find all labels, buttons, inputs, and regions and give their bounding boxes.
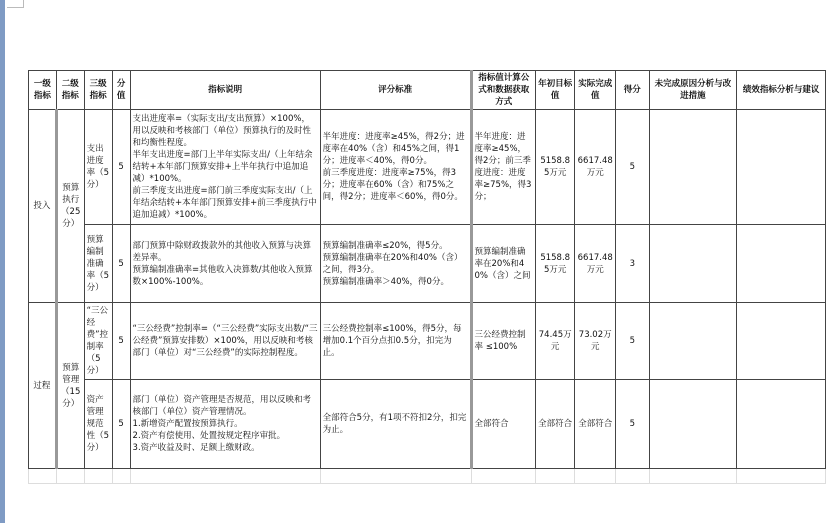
performance-indicator-table [28, 70, 826, 484]
description-cell: 部门预算中除财政拨款外的其他收入预算与决算差异率。 预算编制准确率=其他收入决算数/其他收入预算数×100%-100%。 [130, 225, 320, 303]
window-left-edge [0, 0, 5, 523]
description-cell: “三公经费”控制率=（“三公经费”实际支出数/“三公经费”预算安排数）×100%，用以反映和考核部门（单位）对“三公经费”的实际控制程度。 [130, 303, 320, 380]
empty-row [29, 469, 826, 484]
empty-cell [471, 469, 535, 484]
criteria-cell: 三公经费控制率≤100%，得5分，每增加0.1个百分点扣0.5分，扣完为止。 [320, 303, 471, 380]
header-level1: 一级指标 [29, 71, 57, 110]
target-cell: 5158.85万元 [535, 225, 575, 303]
level1-cell: 投入 [29, 110, 57, 303]
reason-cell [649, 380, 737, 469]
header-suggestion: 绩效指标分析与建议 [737, 71, 826, 110]
level3-cell: “三公经费”控制率（5分） [84, 303, 112, 380]
score-value-cell: 5 [112, 225, 130, 303]
header-level3: 三级指标 [84, 71, 112, 110]
header-score-value: 分值 [112, 71, 130, 110]
score-cell: 5 [615, 110, 649, 225]
suggestion-cell [737, 110, 826, 225]
formula-cell: 半年进度：进度率≥45%，得2分；前三季度进度：进度率≥75%，得3分； [471, 110, 535, 225]
description-cell: 支出进度率=（实际支出/支出预算）×100%，用以反映和考核部门（单位）预算执行的及时性和均衡性程度。 半年支出进度=部门上半年实际支出/（上年结余结转+本年部门预算安排+上半年执行中追加追减）*100%。 前三季度支出进度=部门前三季度实际支出/（上年结余结转+本年部门预算安排+前三季度执行中追加追减）*100%。 [130, 110, 320, 225]
target-cell: 5158.85万元 [535, 110, 575, 225]
suggestion-cell [737, 225, 826, 303]
empty-cell [84, 469, 112, 484]
level2-cell: 预算执行（25分） [56, 110, 84, 303]
level3-cell: 资产管理规范性（5分） [84, 380, 112, 469]
level3-cell: 支出进度率（5分） [84, 110, 112, 225]
level2-cell: 预算管理（15分） [56, 303, 84, 469]
page-corner-marker [7, 0, 24, 8]
reason-cell [649, 110, 737, 225]
target-cell: 全部符合 [535, 380, 575, 469]
empty-cell [649, 469, 737, 484]
reason-cell [649, 225, 737, 303]
description-cell: 部门（单位）资产管理是否规范，用以反映和考核部门（单位）资产管理情况。 1.新增资产配置按预算执行。 2.资产有偿使用、处置按规定程序审批。 3.资产收益及时、足额上缴财政。 [130, 380, 320, 469]
actual-cell: 全部符合 [575, 380, 616, 469]
score-cell: 5 [615, 380, 649, 469]
score-cell: 3 [615, 225, 649, 303]
empty-cell [29, 469, 57, 484]
header-actual: 实际完成值 [575, 71, 616, 110]
empty-cell [320, 469, 471, 484]
reason-cell [649, 303, 737, 380]
actual-cell: 6617.48万元 [575, 110, 616, 225]
header-row [29, 71, 826, 110]
actual-cell: 73.02万元 [575, 303, 616, 380]
criteria-cell: 预算编制准确率≤20%，得5分。 预算编制准确率在20%和40%（含）之间，得3分。 预算编制准确率＞40%，得0分。 [320, 225, 471, 303]
empty-cell [737, 469, 826, 484]
formula-cell: 预算编制准确率在20%和40%（含）之间 [471, 225, 535, 303]
formula-cell: 三公经费控制率 ≤100% [471, 303, 535, 380]
table-row [29, 110, 826, 225]
header-description: 指标说明 [130, 71, 320, 110]
table-row [29, 303, 826, 380]
criteria-cell: 全部符合5分，有1项不符扣2分，扣完为止。 [320, 380, 471, 469]
empty-cell [56, 469, 84, 484]
header-criteria: 评分标准 [320, 71, 471, 110]
header-score: 得分 [615, 71, 649, 110]
empty-cell [112, 469, 130, 484]
empty-cell [130, 469, 320, 484]
score-value-cell: 5 [112, 110, 130, 225]
score-value-cell: 5 [112, 303, 130, 380]
suggestion-cell [737, 380, 826, 469]
suggestion-cell [737, 303, 826, 380]
score-value-cell: 5 [112, 380, 130, 469]
table-row [29, 225, 826, 303]
table-row [29, 380, 826, 469]
score-cell: 5 [615, 303, 649, 380]
empty-cell [535, 469, 575, 484]
target-cell: 74.45万元 [535, 303, 575, 380]
header-formula: 指标值计算公式和数据获取方式 [471, 71, 535, 110]
level3-cell: 预算编制准确率（5分） [84, 225, 112, 303]
empty-cell [615, 469, 649, 484]
header-reason: 未完成原因分析与改进措施 [649, 71, 737, 110]
criteria-cell: 半年进度：进度率≥45%，得2分；进度率在40%（含）和45%之间，得1分；进度率＜40%，得0分。 前三季度进度：进度率≥75%，得3分；进度率在60%（含）和75%之间，得2分；进度率＜60%，得0分。 [320, 110, 471, 225]
level1-cell: 过程 [29, 303, 57, 469]
actual-cell: 6617.48万元 [575, 225, 616, 303]
header-level2: 二级指标 [56, 71, 84, 110]
header-target: 年初目标值 [535, 71, 575, 110]
empty-cell [575, 469, 616, 484]
formula-cell: 全部符合 [471, 380, 535, 469]
